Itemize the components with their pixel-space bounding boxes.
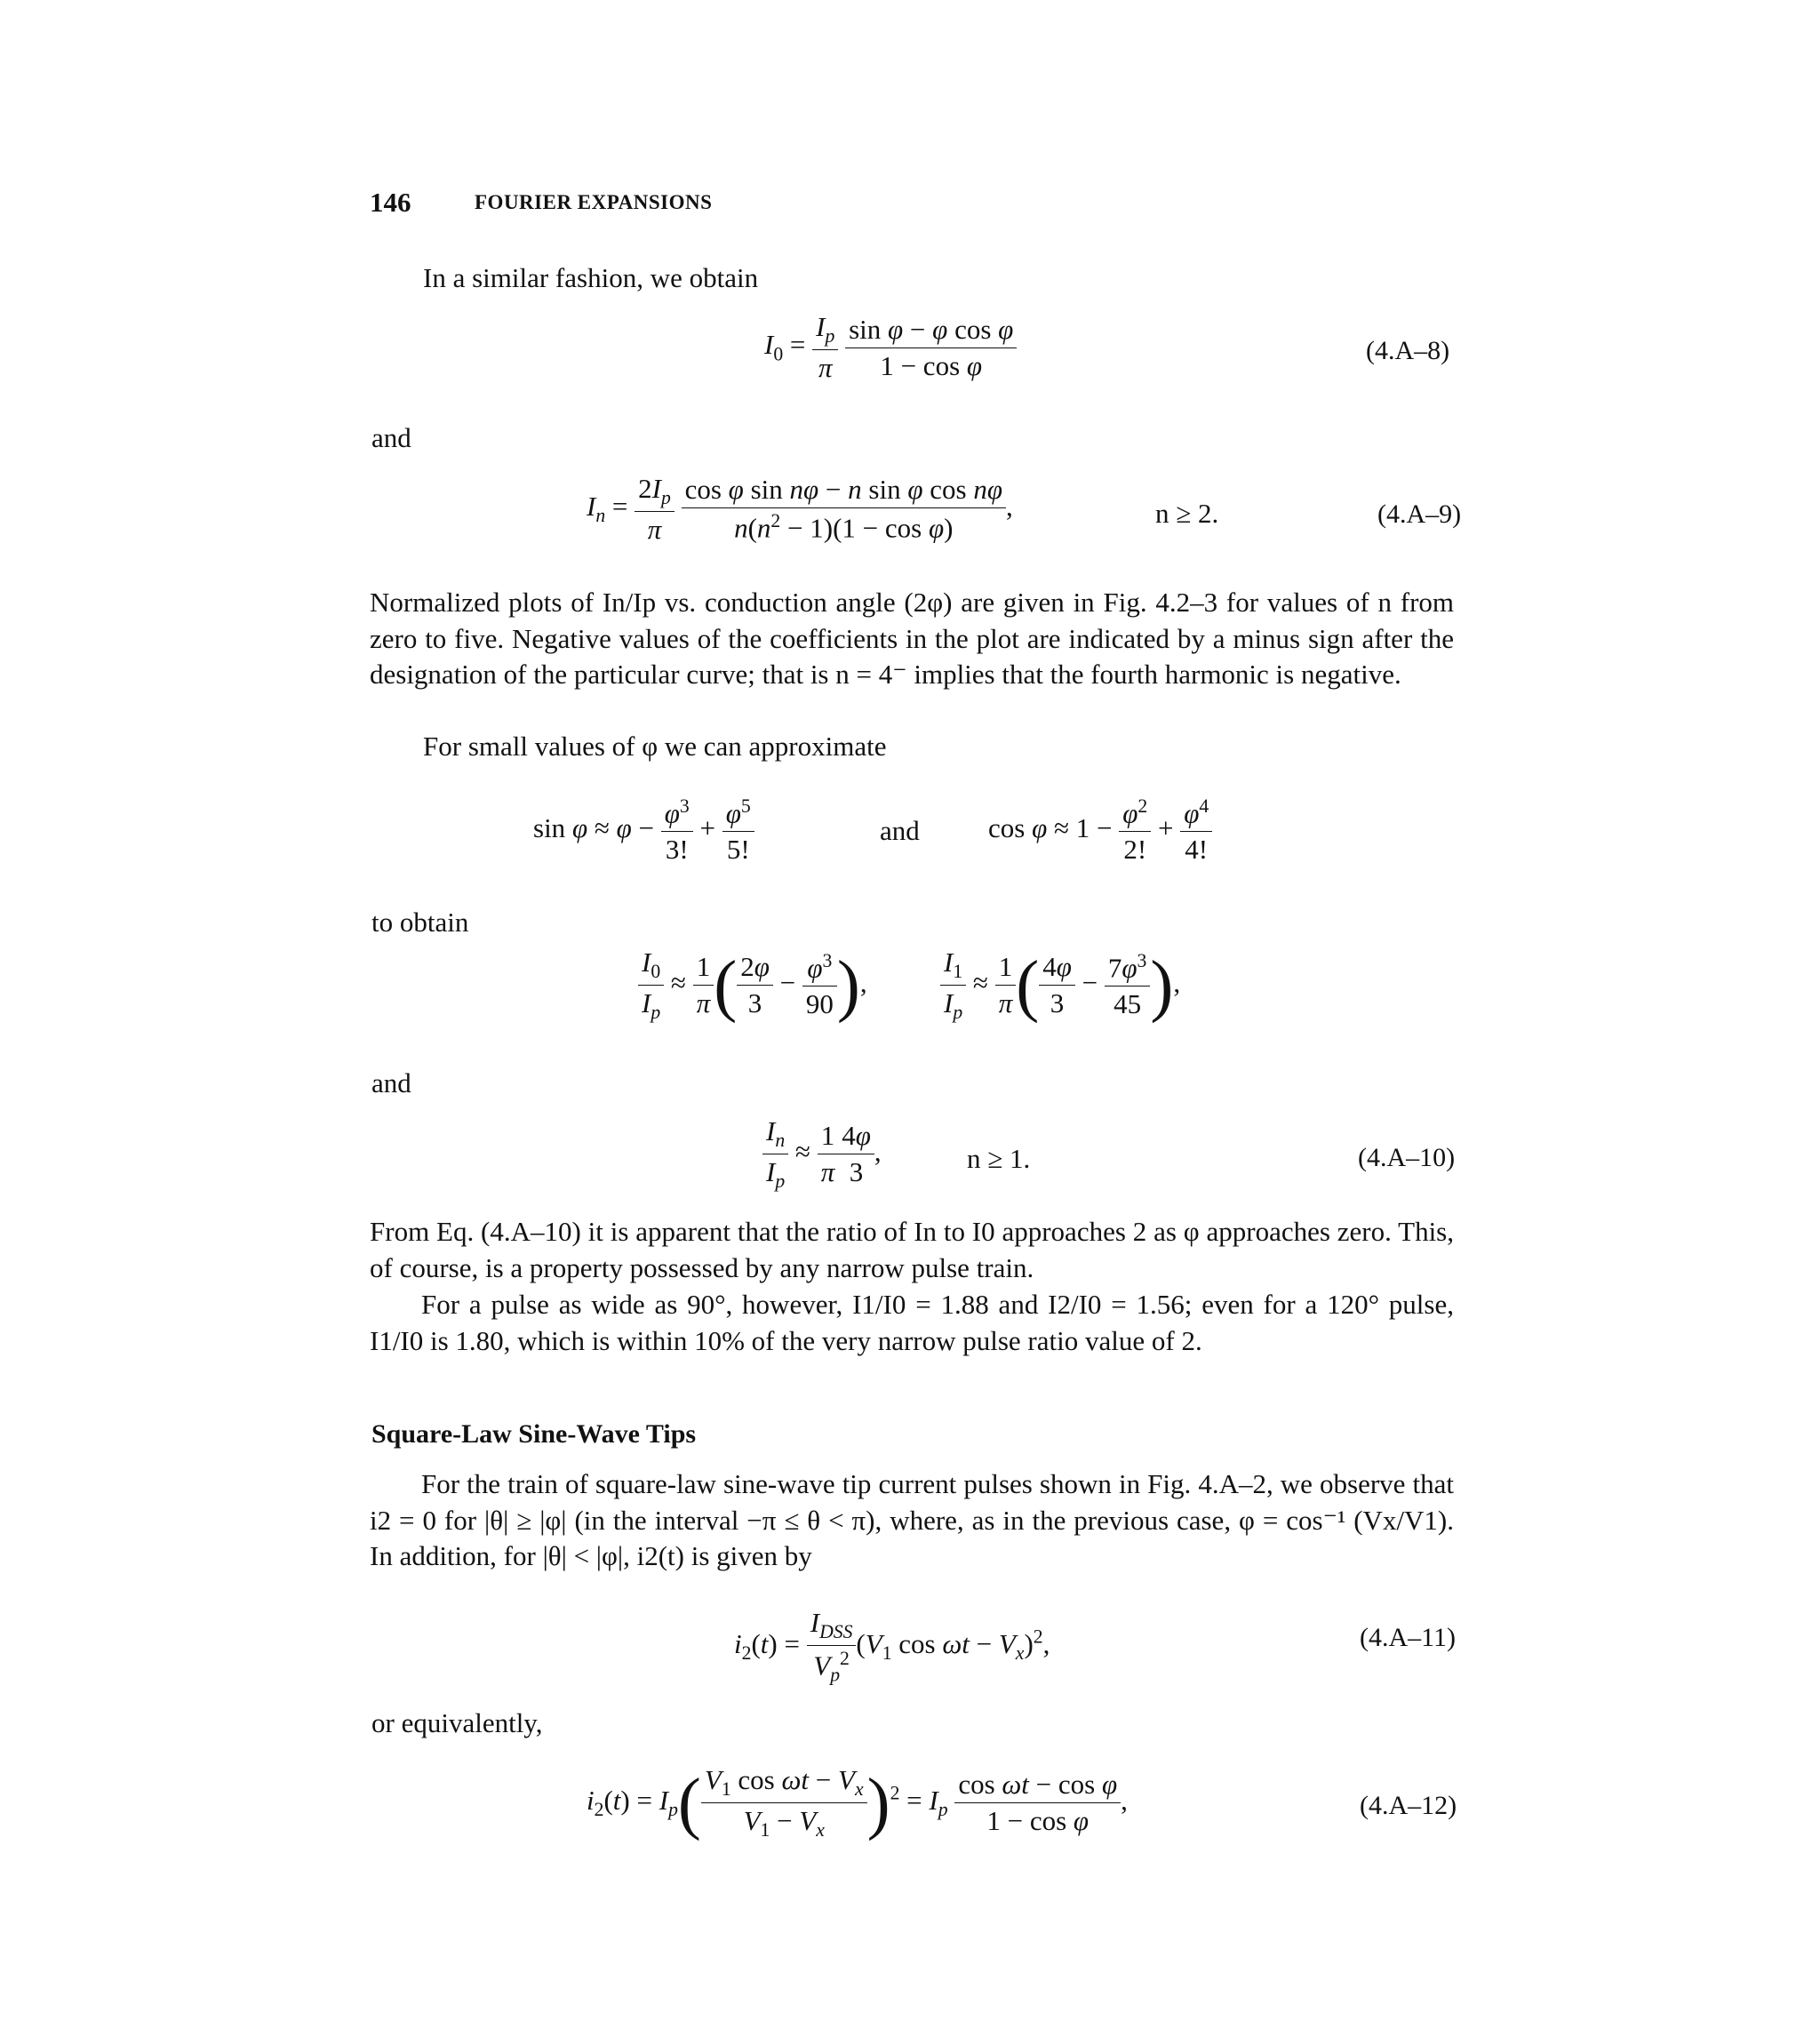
equation-4A9-condition: n ≥ 2. — [1155, 498, 1219, 529]
equation-label-4A9: (4.A–9) — [1377, 499, 1462, 529]
equation-series-cos: cos φ ≈ 1 − $\frac{\varphi^2}{2!}$ + $\frac{\varphi^4}{4!}$ — [988, 795, 1212, 866]
equation-4A11: $i_2(t)$ = $\frac{I_{DSS}}{V_p^2}$ ($V_1$ $\cos \omega t - V_x)^2$, — [734, 1607, 1050, 1686]
connector-or-equivalently: or equivalently, — [371, 1707, 543, 1738]
connector-to-obtain: to obtain — [371, 907, 469, 938]
section-heading-square-law: Square-Law Sine-Wave Tips — [371, 1419, 697, 1449]
connector-and-mid: and — [880, 815, 920, 846]
paragraph-from-eq: From Eq. (4.A–10) it is apparent that the ratio of In to I0 approaches 2 as φ approaches zero. This, of course, is a property possessed by any narrow pulse train. — [370, 1216, 1454, 1283]
equation-label-4A8: (4.A–8) — [1366, 336, 1450, 365]
equation-4A9: $I_n$ = $\frac{2I_p}{\pi}$ $\frac{\text{cos φ sin nφ − n sin φ cos nφ}}{n(n^2 - 1)(1 - \cos \varphi)}$ , — [587, 473, 1013, 546]
equation-4A12: $i_2(t) = I_p$( $\frac{V_1 \cos \omega t - V_x}{V_1 - V_x}$ )$^2 = I_p$ $\frac{\text{cos ωt − cos φ}}{\text{1 − cos φ}}$ , — [587, 1763, 1128, 1841]
equation-label-4A10: (4.A–10) — [1358, 1143, 1456, 1172]
equation-4A10: $\frac{I_n}{I_p}$ ≈ $\frac{1}{\pi}$ $\frac{4\varphi}{3}$ , — [762, 1115, 882, 1193]
intro-line: In a similar fashion, we obtain — [423, 262, 759, 293]
equation-4A8: $I_0$ = $\frac{I_p}{\pi}$ $\frac{\text{sin φ − φ cos φ}}{\text{1 − cos φ}}$ — [764, 311, 1017, 384]
equation-series-sin: sin φ ≈ φ − $\frac{\varphi^3}{3!}$ + $\frac{\varphi^5}{5!}$ — [533, 795, 754, 866]
paragraph-small-values: For small values of φ we can approximate — [423, 731, 887, 762]
equation-I1-approx: $\frac{I_1}{I_p}$ ≈ $\frac{1}{\pi}$ ( $\frac{4\varphi}{3}$ − $\frac{7\varphi^3}{45}$ ), — [940, 947, 1180, 1024]
equation-label-4A12: (4.A–12) — [1360, 1791, 1457, 1820]
page-number: 146 — [370, 187, 411, 218]
running-title: FOURIER EXPANSIONS — [475, 191, 713, 213]
equation-I0-approx: $\frac{I_0}{I_p}$ ≈ $\frac{1}{\pi}$ ( $\frac{2\varphi}{3}$ − $\frac{\varphi^3}{90}$ ), — [638, 947, 867, 1024]
equation-4A10-condition: n ≥ 1. — [967, 1143, 1031, 1174]
equation-label-4A11: (4.A–11) — [1360, 1623, 1457, 1652]
paragraph-square-law-train: For the train of square-law sine-wave tip current pulses shown in Fig. 4.A–2, we observe that i2 = 0 for |θ| ≥ |φ| (in the interval −π ≤ θ < π), where, as in the previous case, φ = cos⁻¹ (Vx/V1). In addition, for |θ| < |φ|, i2(t) is given by — [370, 1468, 1454, 1571]
paragraph-normalized-plots: Normalized plots of In/Ip vs. conduction angle (2φ) are given in Fig. 4.2–3 for values of n from zero to five. Negative values of the coefficients in the plot are indicated by a minus sign after the designation of the particular curve; that is n = 4⁻ implies that the fourth harmonic is negative. — [370, 587, 1454, 690]
connector-and-2: and — [371, 1067, 411, 1098]
paragraph-pulse-width: For a pulse as wide as 90°, however, I1/I0 = 1.88 and I2/I0 = 1.56; even for a 120° pulse, I1/I0 is 1.80, which is within 10% of the very narrow pulse ratio value of 2. — [370, 1289, 1454, 1356]
connector-and-1: and — [371, 422, 411, 453]
